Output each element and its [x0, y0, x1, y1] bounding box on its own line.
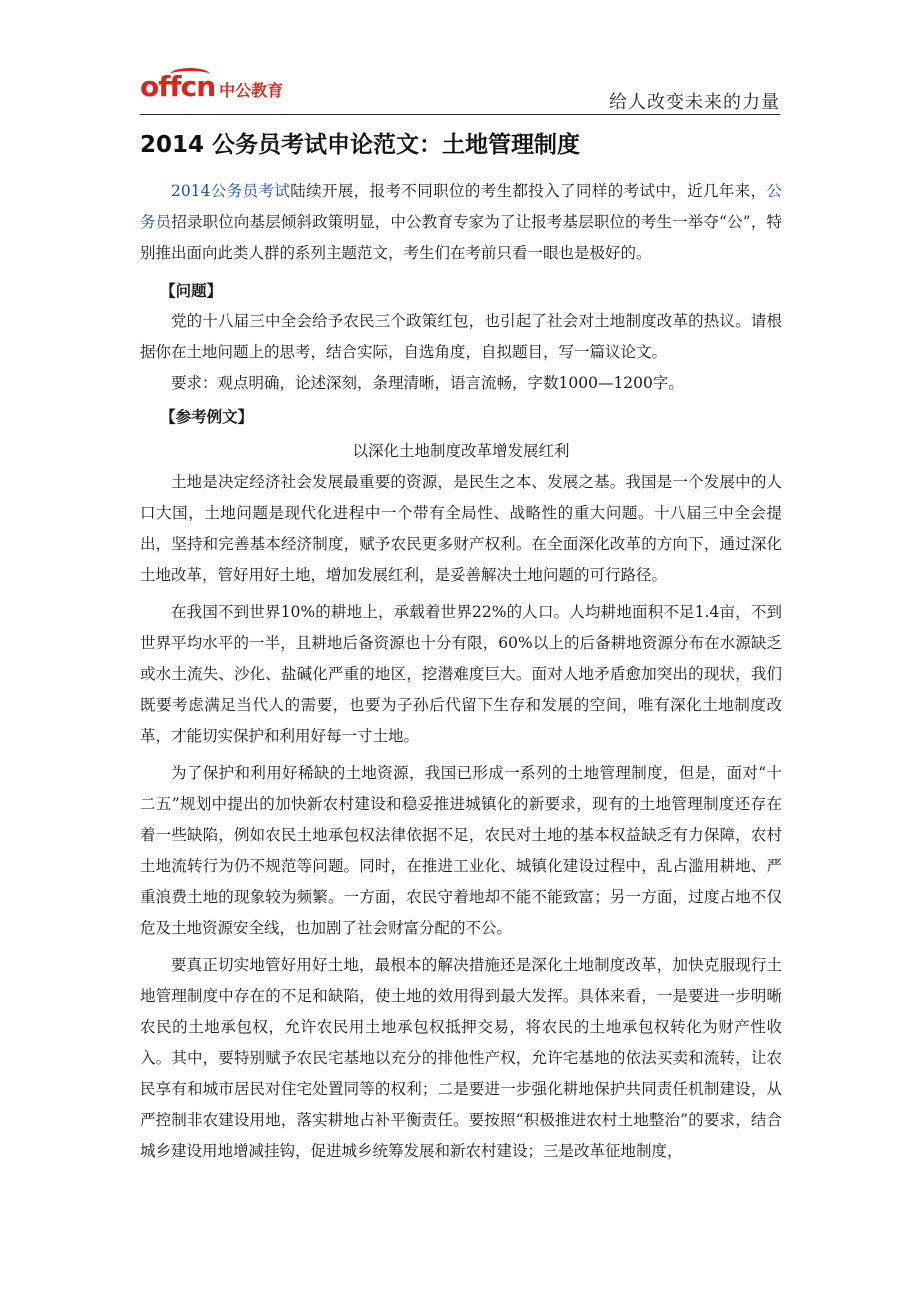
article-body: [140, 128, 782, 1167]
logo-swoosh-icon: [170, 68, 210, 81]
page-header: [140, 70, 780, 115]
intro-text-2: 招录职位向基层倾斜政策明显，中公教育专家为了让报考基层职位的考生一举夺“公”，特别推出面向此类人群的系列主题范文，考生们在考前只看一眼也是极好的。: [140, 213, 782, 262]
essay-paragraph: 要真正切实地管好用好土地，最根本的解决措施还是深化土地制度改革，加快克服现行土地管理制度中存在的不足和缺陷，使土地的效用得到最大发挥。具体来看，一是要进一步明晰农民的土地承包权，允许农民用土地承包权抵押交易，将农民的土地承包权转化为财产性收入。其中，要特别赋予农民宅基地以充分的排他性产权，允许宅基地的依法买卖和流转，让农民享有和城市居民对住宅处置同等的权利；二是要进一步强化耕地保护共同责任机制建设，从严控制非农建设用地，落实耕地占补平衡责任。要按照“积极推进农村土地整治”的要求，结合城乡建设用地增减挂钩，促进城乡统筹发展和新农村建设；三是改革征地制度，: [140, 956, 782, 1160]
offcn-logo[interactable]: [140, 72, 283, 102]
essay-paragraph: 在我国不到世界10%的耕地上，承载着世界22%的人口。人均耕地面积不足1.4亩，不到世界平均水平的一半，且耕地后备资源也十分有限，60%以上的后备耕地资源分布在水源缺乏或水土流失、沙化、盐碱化严重的地区，挖潜难度巨大。面对人地矛盾愈加突出的现状，我们既要考虑满足当代人的需要，也要为子孙后代留下生存和发展的空间，唯有深化土地制度改革，才能切实保护和利用好每一寸土地。: [140, 603, 782, 745]
essay-title: 以深化土地制度改革增发展红利: [352, 442, 570, 460]
reference-label: 【参考例文】: [160, 407, 254, 426]
requirement-text: 要求：观点明确，论述深刻，条理清晰，语言流畅，字数1000—1200字。: [171, 374, 684, 392]
exam-link[interactable]: 2014公务员考试: [171, 182, 291, 200]
essay-paragraph: 土地是决定经济社会发展最重要的资源，是民生之本、发展之基。我国是一个发展中的人口大国，土地问题是现代化进程中一个带有全局性、战略性的重大问题。十八届三中全会提出，坚持和完善基本经济制度，赋予农民更多财产权利。在全面深化改革的方向下，通过深化土地改革，管好用好土地，增加发展红利，是妥善解决土地问题的可行路径。: [140, 473, 782, 584]
question-text: 党的十八届三中全会给予农民三个政策红包，也引起了社会对土地制度改革的热议。请根据你在土地问题上的思考，结合实际，自选角度，自拟题目，写一篇议论文。: [140, 312, 782, 361]
article-title: 2014 公务员考试申论范文：土地管理制度: [140, 132, 581, 158]
civil-servant-link[interactable]: 公务员: [140, 182, 782, 231]
question-label: 【问题】: [160, 281, 223, 300]
logo-chinese-name: 中公教育: [219, 81, 284, 100]
header-slogan: 给人改变未来的力量: [609, 92, 780, 113]
logo-mark: offcn: [140, 70, 216, 103]
intro-paragraph: [140, 176, 782, 269]
intro-text-1: 陆续开展，报考不同职位的考生都投入了同样的考试中，近几年来，: [290, 182, 767, 200]
essay-paragraph: 为了保护和利用好稀缺的土地资源，我国已形成一系列的土地管理制度，但是，面对“十二五”规划中提出的加快新农村建设和稳妥推进城镇化的新要求，现有的土地管理制度还存在着一些缺陷，例如农民土地承包权法律依据不足，农民对土地的基本权益缺乏有力保障，农村土地流转行为仍不规范等问题。同时，在推进工业化、城镇化建设过程中，乱占滥用耕地、严重浪费土地的现象较为频繁。一方面，农民守着地却不能不能致富；另一方面，过度占地不仅危及土地资源安全线，也加剧了社会财富分配的不公。: [140, 764, 782, 937]
